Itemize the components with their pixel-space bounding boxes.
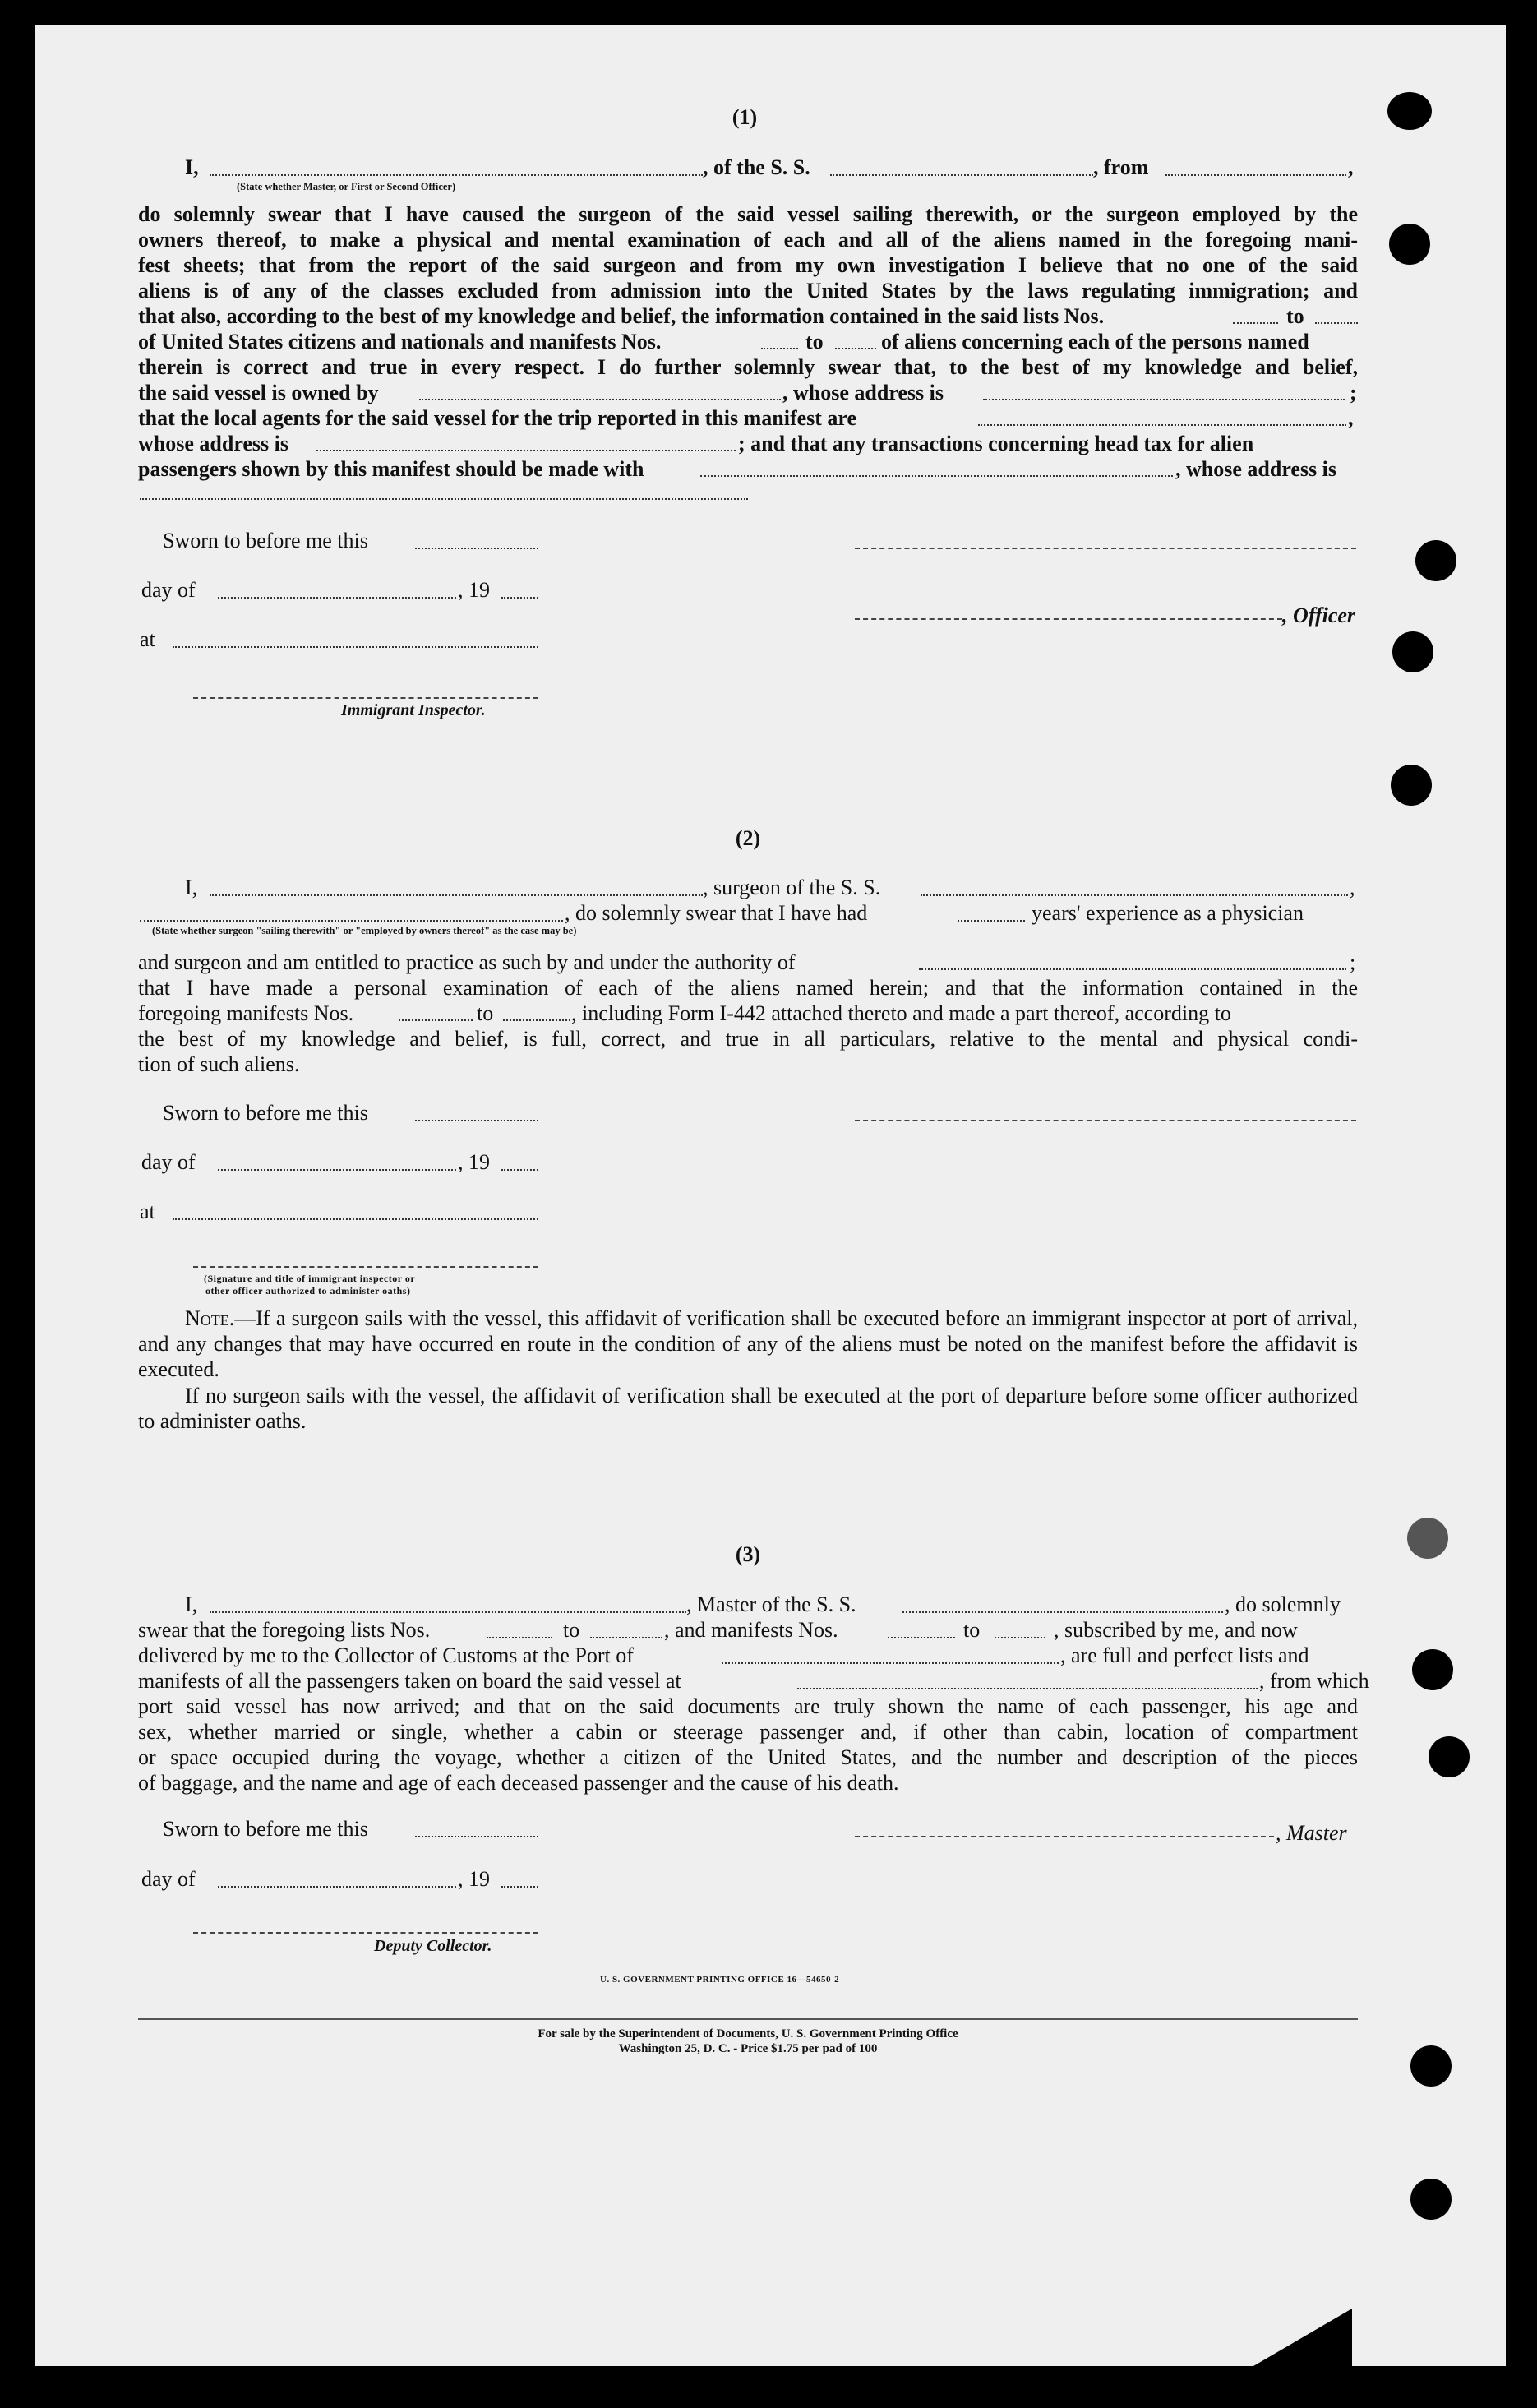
s2-note-label: Note. [185,1306,235,1330]
footer-sale-line-1: For sale by the Superintendent of Documents, U. S. Government Printing Office [538,2027,958,2041]
s3-master-line[interactable] [855,1836,1274,1837]
s3-manifest-from-blank[interactable] [888,1637,955,1638]
punch-hole [1415,540,1456,581]
s1-headtax-blank[interactable] [700,475,1173,477]
s1-agents-address-blank[interactable] [316,450,736,451]
s3-collector-line[interactable] [193,1932,538,1934]
scan-border [1506,0,1537,2408]
s1-para-8a: the said vessel is owned by [138,381,379,404]
s3-line2-d: to [963,1618,981,1642]
s2-years-blank[interactable] [958,920,1025,922]
s1-manifest-from-blank[interactable] [761,348,798,349]
section-2-number: (2) [735,826,761,850]
s2-month-blank[interactable] [218,1169,456,1171]
s1-para-2: owners thereof, to make a physical and mental examination of each and all of the aliens named in the foregoing mani- [138,228,1358,252]
s1-para-8b: , whose address is [782,381,944,404]
s2-day-of: day of [141,1150,196,1174]
s1-line1-i: I, [185,155,199,179]
s1-lists-to-blank[interactable] [1315,322,1358,324]
s3-collector-label: Deputy Collector. [374,1937,492,1955]
s1-year-blank[interactable] [501,597,538,599]
s1-para-6a: of United States citizens and nationals and manifests Nos. [138,330,662,354]
s1-inspector-label: Immigrant Inspector. [341,701,486,719]
punch-hole [1429,1736,1470,1777]
s2-note [138,1306,1358,1382]
s1-officer-label: , Officer [1282,603,1356,627]
s1-para-5-to: to [1286,304,1304,328]
s3-lists-to-blank[interactable] [590,1637,662,1638]
s3-lists-from-blank[interactable] [487,1637,552,1638]
s3-year: , 19 [458,1867,490,1891]
s2-inspector-line[interactable] [193,1266,538,1268]
s3-month-blank[interactable] [218,1886,456,1888]
s2-line1-i: I, [185,876,198,899]
s2-ship-blank[interactable] [921,894,1348,896]
s3-port-blank[interactable] [722,1662,1059,1664]
s1-headtax-address-blank[interactable] [140,498,748,500]
s2-note-2-text: If no surgeon sails with the vessel, the affidavit of verification shall be executed at the port of departure before some officer authorized to administer oaths. [138,1384,1358,1433]
s2-note-text: —If a surgeon sails with the vessel, this affidavit of verification shall be executed before an immigrant inspector at port of arrival, and any changes that may have occurred en route in the condition of any of the aliens must be noted on the manifest before the affidavit is executed. [138,1306,1358,1381]
s1-para-9b: , [1348,406,1354,430]
s3-year-blank[interactable] [501,1886,538,1888]
s3-master-label: , Master [1276,1821,1347,1845]
s3-para-8: of baggage, and the name and age of each deceased passenger and the cause of his death. [138,1771,899,1795]
s2-line1-comma: , [1350,876,1355,899]
s1-day-of: day of [141,578,196,602]
s2-signature-line[interactable] [855,1120,1356,1121]
s1-sworn: Sworn to before me this [163,529,368,552]
gpo-imprint: U. S. GOVERNMENT PRINTING OFFICE 16—54650-2 [600,1975,840,1985]
s2-authority-blank[interactable] [919,968,1346,970]
s1-sworn-date-blank[interactable] [415,548,538,549]
s3-line2-e: , subscribed by me, and now [1054,1618,1298,1642]
torn-corner [1253,2309,1352,2366]
s3-para-7: or space occupied during the voyage, whether a citizen of the United States, and the number and description of the pieces [138,1745,1358,1769]
punch-hole [1389,224,1430,265]
punch-hole [1407,1518,1448,1559]
s1-manifest-to-blank[interactable] [835,348,876,349]
s2-para-1a: and surgeon and am entitled to practice as such by and under the authority of [138,950,796,974]
s1-para-8c: ; [1350,381,1357,404]
s1-month-blank[interactable] [218,597,456,599]
s1-para-11a: passengers shown by this manifest should be made with [138,457,644,481]
punch-hole [1412,1649,1453,1690]
s3-day-of: day of [141,1867,196,1891]
s3-para-5: port said vessel has now arrived; and that on the said documents are truly shown the name of each passenger, his age and [138,1694,1358,1718]
s1-para-1: do solemnly swear that I have caused the surgeon of the said vessel sailing therewith, or the surgeon employed by the [138,202,1358,226]
s2-surgeon-name-blank[interactable] [210,894,703,896]
s1-line1-ss: , of the S. S. [703,155,810,179]
s2-status-blank[interactable] [140,920,563,922]
s2-sig-caption-1: (Signature and title of immigrant inspector or [204,1273,416,1284]
s1-officer-line[interactable] [855,618,1282,620]
s1-para-11b: , whose address is [1175,457,1337,481]
s1-para-10a: whose address is [138,432,289,455]
section-1-number: (1) [732,105,758,129]
punch-hole [1387,92,1432,130]
punch-hole [1391,765,1432,806]
s1-para-6c: of aliens concerning each of the persons named [881,330,1309,354]
s1-from-blank[interactable] [1165,174,1346,176]
s3-line4-b: , from which [1259,1669,1369,1693]
s1-year: , 19 [458,578,490,602]
s3-line1-c: , do solemnly [1225,1592,1341,1616]
s3-para-6: sex, whether married or single, whether a cabin or steerage passenger and, if other than cabin, location of compartment [138,1720,1358,1744]
s1-agents-blank[interactable] [978,424,1346,426]
punch-hole [1410,2045,1452,2087]
s1-caption: (State whether Master, or First or Second Officer) [237,181,456,192]
footer-sale-line-2: Washington 25, D. C. - Price $1.75 per pad of 100 [618,2042,878,2055]
s2-para-2: that I have made a personal examination of each of the aliens named herein; and that the information contained in the [138,976,1358,1000]
s2-year-blank[interactable] [501,1169,538,1171]
s3-line4-a: manifests of all the passengers taken on board the said vessel at [138,1669,681,1693]
s1-para-3: fest sheets; that from the report of the said surgeon and from my own investigation I believe that no one of the said [138,253,1358,277]
s1-para-9a: that the local agents for the said vessel for the trip reported in this manifest are [138,406,857,430]
s1-at: at [140,627,155,651]
s1-owner-blank[interactable] [419,399,781,400]
s1-owner-address-blank[interactable] [983,399,1345,400]
s2-line2-a: , do solemnly swear that I have had [565,901,868,925]
s3-sworn-date-blank[interactable] [415,1836,538,1837]
s1-inspector-line[interactable] [193,697,538,699]
s1-ship-blank[interactable] [830,174,1093,176]
s1-signature-line[interactable] [855,548,1356,549]
s2-para-1b: ; [1350,950,1356,974]
s2-line1-ss: , surgeon of the S. S. [703,876,881,899]
s1-line1-comma: , [1348,155,1354,179]
s2-sworn-date-blank[interactable] [415,1120,538,1121]
s3-line2-a: swear that the foregoing lists Nos. [138,1618,431,1642]
s1-para-7: therein is correct and true in every respect. I do further solemnly swear that, to the best of my knowledge and belief, [138,355,1358,379]
s2-note-2 [138,1383,1358,1434]
s2-year: , 19 [458,1150,490,1174]
s2-manifest-to-blank[interactable] [503,1019,570,1021]
s1-lists-from-blank[interactable] [1233,322,1278,324]
s2-manifest-from-blank[interactable] [399,1019,473,1021]
section-3-number: (3) [735,1542,761,1566]
s2-sig-caption-2: other officer authorized to administer oaths) [205,1285,411,1296]
s3-line1-i: I, [185,1592,198,1616]
s1-place-blank[interactable] [173,646,538,648]
s3-manifest-to-blank[interactable] [995,1637,1045,1638]
s2-caption: (State whether surgeon "sailing therewith" or "employed by owners thereof" as the case may be) [152,925,577,936]
s2-line2-b: years' experience as a physician [1032,901,1304,925]
s1-para-6b: to [805,330,824,354]
s3-line1-ss: , Master of the S. S. [686,1592,856,1616]
s1-line1-from: , from [1093,155,1149,179]
s2-para-3a: foregoing manifests Nos. [138,1001,354,1025]
s3-line3-b: , are full and perfect lists and [1060,1643,1309,1667]
s2-place-blank[interactable] [173,1218,538,1220]
s3-line2-b: to [563,1618,580,1642]
s2-para-3c: , including Form I-442 attached thereto and made a part thereof, according to [571,1001,1231,1025]
s3-line2-c: , and manifests Nos. [664,1618,838,1642]
s1-para-10b: ; and that any transactions concerning head tax for alien [738,432,1254,455]
punch-hole [1392,631,1433,672]
s2-para-3b: to [477,1001,494,1025]
s2-para-4: the best of my knowledge and belief, is full, correct, and true in all particulars, relative to the mental and physical condi- [138,1027,1358,1051]
punch-hole [1410,2179,1452,2220]
s1-para-5: that also, according to the best of my knowledge and belief, the information contained in the said lists Nos. [138,304,1105,328]
s3-master-name-blank[interactable] [210,1611,686,1613]
s2-para-5: tion of such aliens. [138,1052,300,1076]
footer-rule [138,2018,1358,2020]
s2-at: at [140,1199,155,1223]
s1-para-4: aliens is of any of the classes excluded from admission into the United States by the laws regulating immigration; and [138,279,1358,303]
s2-sworn: Sworn to before me this [163,1101,368,1125]
s3-ship-blank[interactable] [902,1611,1223,1613]
s3-sworn: Sworn to before me this [163,1817,368,1841]
s1-officer-blank[interactable] [210,174,703,176]
s3-line3-a: delivered by me to the Collector of Customs at the Port of [138,1643,634,1667]
s3-embark-blank[interactable] [797,1688,1258,1689]
